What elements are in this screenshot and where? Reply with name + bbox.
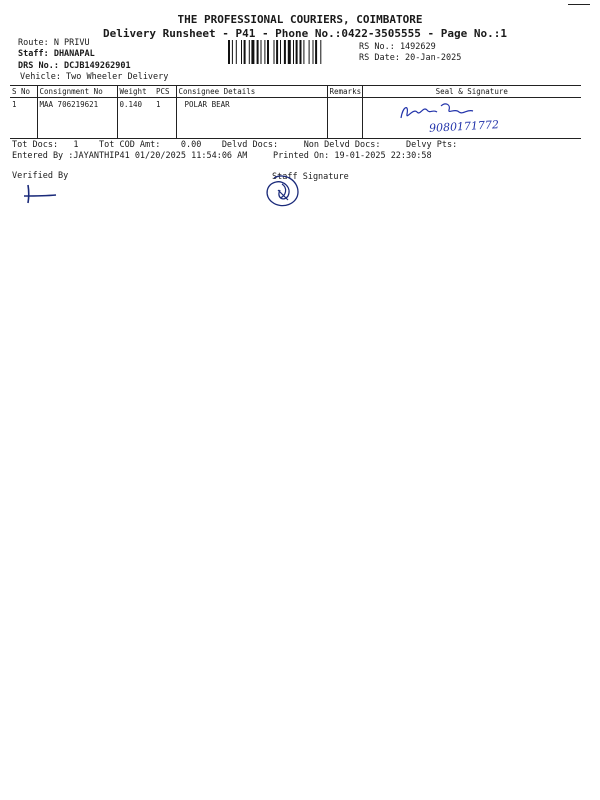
rs-number: RS No.: 1492629 <box>359 42 436 52</box>
barcode-bar <box>249 40 250 64</box>
barcode-bar <box>293 40 294 64</box>
company-name: THE PROFESSIONAL COURIERS, COIMBATORE <box>177 13 423 26</box>
col-header-sno: S No <box>10 86 37 98</box>
vehicle-label: Vehicle: Two Wheeler Delivery <box>20 72 169 82</box>
cell-weight: 0.140 <box>117 98 154 139</box>
table-header-row <box>10 86 581 98</box>
barcode-bar <box>267 40 269 64</box>
col-header-signature: Seal & Signature <box>362 86 581 98</box>
barcode-bar <box>315 40 317 64</box>
col-header-weight: Weight <box>117 86 154 98</box>
barcode-bar <box>303 40 304 64</box>
barcode-bar <box>288 40 291 64</box>
cell-consignee: POLAR BEAR <box>176 98 327 139</box>
barcode-bar <box>276 40 278 64</box>
rs-date: RS Date: 20-Jan-2025 <box>359 53 462 63</box>
col-header-remarks: Remarks <box>327 86 362 98</box>
barcode-bar <box>274 40 275 64</box>
cell-pcs: 1 <box>154 98 176 139</box>
route-label: Route: N PRIVU <box>18 38 90 48</box>
barcode-bar <box>251 40 254 64</box>
runsheet-table <box>10 85 581 139</box>
barcode-bar <box>300 40 302 64</box>
cell-remarks <box>327 98 362 139</box>
col-header-pcs: PCS <box>154 86 176 98</box>
staff-signature-label: Staff Signature <box>272 172 349 182</box>
barcode-bar <box>264 40 265 64</box>
totals-line <box>12 140 457 150</box>
col-header-consignment: Consignment No <box>37 86 117 98</box>
barcode-bar <box>320 40 321 64</box>
receiver-phone-handwritten: 9080171772 <box>428 118 499 135</box>
barcode-bar <box>232 40 233 64</box>
table-row <box>10 98 581 139</box>
barcode-bar <box>244 40 246 64</box>
verified-by-label: Verified By <box>12 171 69 181</box>
barcode-bar <box>284 40 286 64</box>
barcode-bar <box>241 40 242 64</box>
barcode-image <box>228 40 352 64</box>
totals-text: Tot Docs: 1 Tot COD Amt: 0.00 Delvd Docs: Non Delvd Docs: Delvy Pts: <box>12 140 458 150</box>
barcode-bar <box>261 40 262 64</box>
col-header-consignee: Consignee Details <box>176 86 327 98</box>
barcode-bar <box>257 40 259 64</box>
barcode-bar <box>309 40 310 64</box>
barcode-bar <box>296 40 298 64</box>
page-edge-mark <box>568 4 590 5</box>
barcode-bar <box>313 40 314 64</box>
barcode-bar <box>228 40 230 64</box>
barcode-bar <box>236 40 237 64</box>
cell-seal-signature <box>362 98 581 139</box>
verifier-signature-icon <box>22 182 58 206</box>
cell-sno: 1 <box>10 98 37 139</box>
runsheet-title: Delivery Runsheet - P41 - Phone No.:0422-3505555 - Page No.:1 <box>103 27 507 40</box>
entered-printed-line <box>12 151 432 161</box>
cell-consignment: MAA 706219621 <box>37 98 117 139</box>
staff-label: Staff: DHANAPAL <box>18 49 95 59</box>
barcode-bar <box>280 40 281 64</box>
drs-number: DRS No.: DCJB149262901 <box>18 61 131 71</box>
staff-signature-icon <box>262 170 304 212</box>
entered-printed-text: Entered By :JAYANTHIP41 01/20/2025 11:54:06 AM Printed On: 19-01-2025 22:30:58 <box>12 151 432 161</box>
